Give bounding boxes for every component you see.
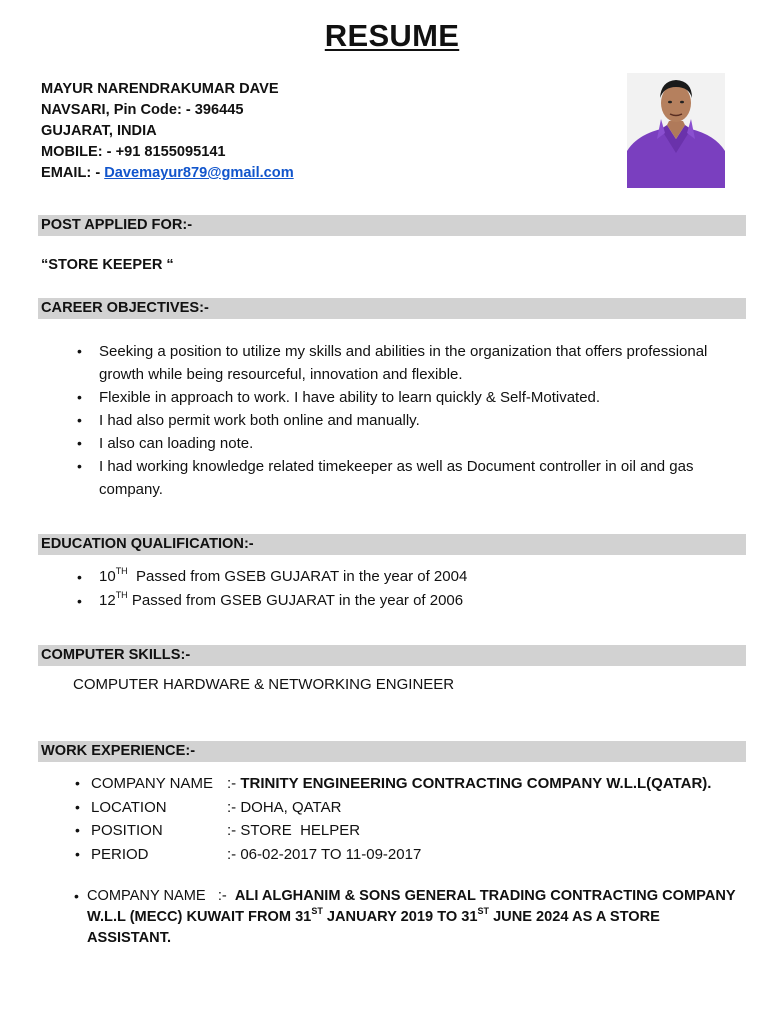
work-list-2: [74, 886, 747, 949]
education-list: [77, 565, 468, 613]
bullet-icon: •: [75, 822, 80, 839]
email-link[interactable]: Davemayur879@gmail.com: [104, 165, 294, 181]
list-item: • I also can loading note.: [99, 432, 739, 455]
bullet-icon: •: [75, 798, 80, 815]
computer-skill-text: COMPUTER HARDWARE & NETWORKING ENGINEER: [73, 676, 455, 693]
list-item: • 10TH Passed from GSEB GUJARAT in the year of 2004: [99, 565, 467, 589]
list-item: • COMPANY NAME :- TRINITY ENGINEERING CONTRACTING COMPANY W.L.L(QATAR).: [91, 772, 711, 796]
bullet-icon: •: [77, 343, 82, 359]
address-city: NAVSARI, Pin Code: - 396445: [41, 102, 244, 118]
bullet-icon: •: [77, 593, 82, 609]
section-computer-skills: COMPUTER SKILLS:-: [38, 645, 746, 666]
section-post-applied: POST APPLIED FOR:-: [38, 215, 746, 236]
section-work-experience: WORK EXPERIENCE:-: [38, 741, 746, 762]
bullet-icon: •: [75, 845, 80, 862]
resume-title: RESUME: [324, 18, 460, 53]
candidate-name: MAYUR NARENDRAKUMAR DAVE: [41, 81, 279, 97]
list-item: • I had working knowledge related timekeeper as well as Document controller in oil and gas company.: [99, 455, 739, 501]
mobile-number: MOBILE: - +91 8155095141: [41, 144, 226, 160]
bullet-icon: •: [74, 888, 79, 904]
list-item: • Seeking a position to utilize my skills and abilities in the organization that offers professional growth while being resourceful, innovation and flexible.: [99, 340, 739, 386]
bullet-icon: •: [77, 458, 82, 474]
section-education: EDUCATION QUALIFICATION:-: [38, 534, 746, 555]
objectives-list: [77, 340, 739, 501]
contact-block: [41, 79, 294, 184]
work-list-1: [75, 772, 712, 866]
bullet-icon: •: [77, 435, 82, 451]
profile-photo-image: [627, 73, 725, 188]
list-item: • Flexible in approach to work. I have ability to learn quickly & Self-Motivated.: [99, 386, 739, 409]
profile-photo: [627, 73, 725, 188]
address-state: GUJARAT, INDIA: [41, 123, 157, 139]
list-item: • COMPANY NAME :- ALI ALGHANIM & SONS GENERAL TRADING CONTRACTING COMPANY W.L.L (MECC) KUWAIT FROM 31ST JANUARY 2019 TO 31ST JUNE 2024 AS A STORE ASSISTANT.: [74, 888, 736, 946]
list-item: • PERIOD :- 06-02-2017 TO 11-09-2017: [91, 843, 711, 867]
post-applied-value: “STORE KEEPER “: [41, 257, 174, 273]
bullet-icon: •: [77, 412, 82, 428]
bullet-icon: •: [75, 775, 80, 791]
email-row: [41, 163, 294, 184]
bullet-icon: •: [77, 569, 82, 585]
list-item: • LOCATION :- DOHA, QATAR: [91, 796, 711, 820]
bullet-icon: •: [77, 389, 82, 405]
list-item: • 12TH Passed from GSEB GUJARAT in the year of 2006: [99, 589, 467, 613]
section-career-objectives: CAREER OBJECTIVES:-: [38, 298, 746, 319]
list-item: • POSITION :- STORE HELPER: [91, 819, 711, 843]
list-item: • I had also permit work both online and manually.: [99, 409, 739, 432]
email-label: EMAIL: -: [41, 165, 105, 181]
